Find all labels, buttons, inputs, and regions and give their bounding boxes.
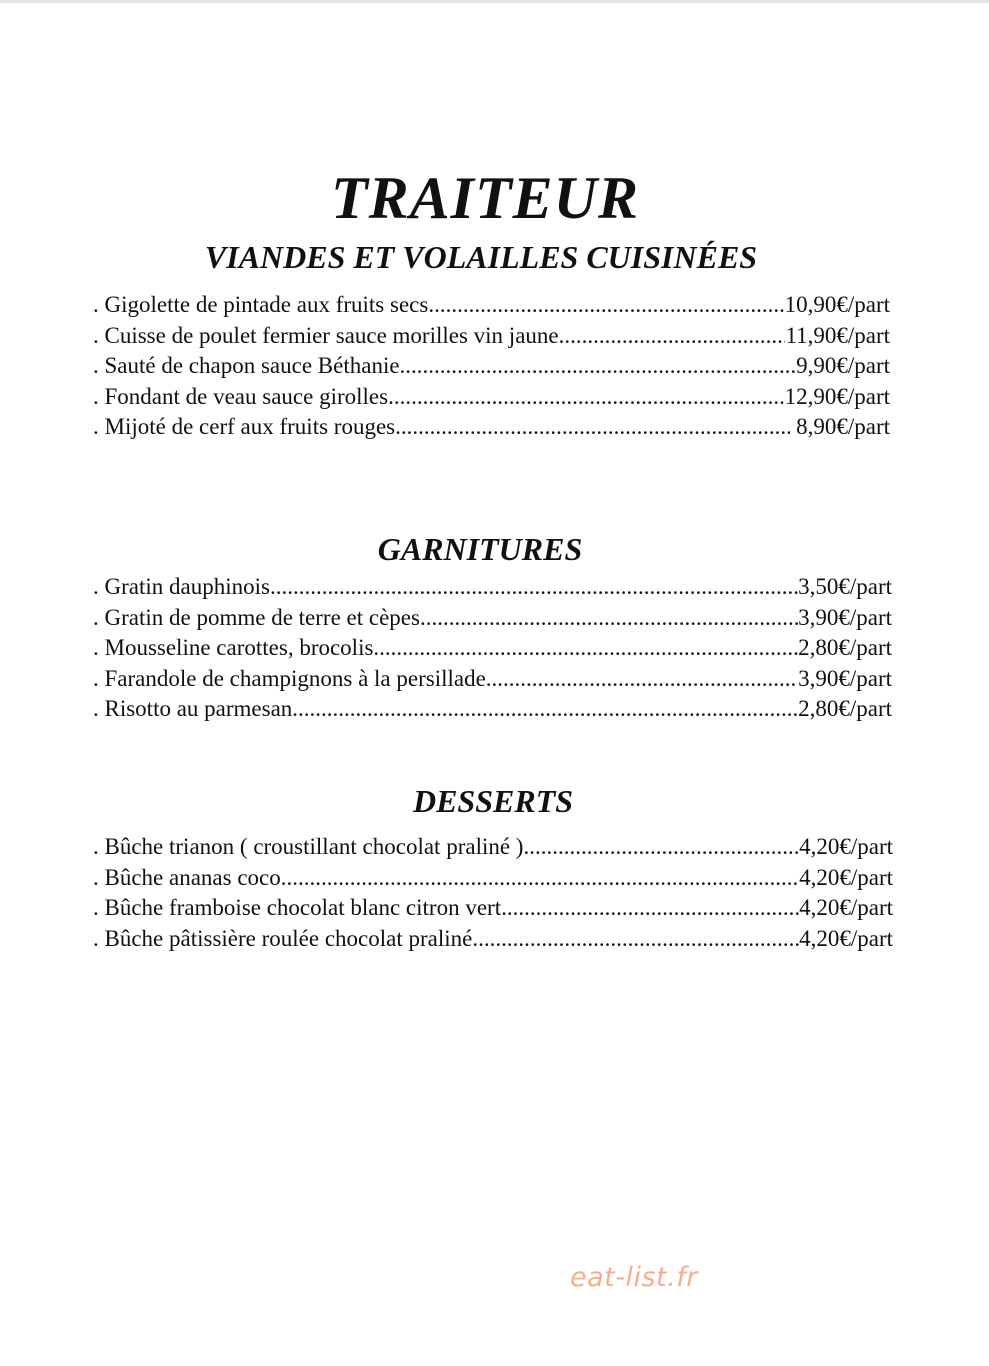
item-price: 9,90€/part: [796, 353, 890, 378]
dot-leader: [559, 321, 786, 352]
dot-leader: [420, 603, 798, 634]
menu-item: [93, 351, 890, 382]
menu-item: [93, 924, 893, 955]
item-price: 3,90€/part: [798, 665, 892, 691]
menu-item: [93, 572, 892, 603]
item-name: . Sauté de chapon sauce Béthanie: [93, 353, 400, 378]
dot-leader: [373, 633, 798, 664]
menu-item: [93, 863, 893, 894]
item-name: . Gratin de pomme de terre et cèpes: [93, 604, 420, 630]
menu-item: [93, 290, 890, 321]
menu-item: [93, 664, 892, 695]
desserts-list: [93, 832, 893, 954]
dot-leader: [472, 924, 799, 955]
menu-item: [93, 832, 893, 863]
dot-leader: [428, 290, 784, 321]
dot-leader: [292, 694, 798, 725]
menu-item: [93, 694, 892, 725]
menu-item: [93, 382, 890, 413]
item-name: . Bûche pâtissière roulée chocolat praliné: [93, 925, 473, 951]
item-price: 4,20€/part: [799, 925, 893, 951]
garnitures-list: [93, 572, 892, 725]
item-price: 11,90€/part: [785, 322, 890, 348]
item-price: 10,90€/part: [784, 292, 890, 317]
menu-item: [93, 633, 892, 664]
item-name: . Mousseline carottes, brocolis: [93, 635, 374, 660]
dot-leader: [270, 572, 798, 603]
item-name: . Risotto au parmesan: [93, 696, 293, 721]
item-name: . Bûche framboise chocolat blanc citron vert: [93, 895, 502, 920]
item-name: . Fondant de veau sauce girolles: [93, 383, 389, 409]
item-price: 3,50€/part: [798, 574, 892, 599]
item-price: 4,20€/part: [799, 834, 893, 859]
item-name: . Gratin dauphinois: [93, 574, 270, 599]
item-name: . Gigolette de pintade aux fruits secs: [93, 292, 429, 317]
dot-leader: [400, 351, 797, 382]
item-name: . Bûche ananas coco: [93, 864, 281, 890]
dot-leader: [395, 412, 790, 443]
item-name: . Mijoté de cerf aux fruits rouges: [93, 414, 396, 439]
site-watermark: eat-list.fr: [570, 1262, 698, 1293]
dot-leader: [501, 893, 799, 924]
menu-item: [93, 321, 890, 352]
top-border: [0, 0, 989, 3]
section-heading-viandes: VIANDES ET VOLAILLES CUISINÉES: [204, 238, 758, 275]
item-price: 4,20€/part: [799, 864, 893, 890]
section-heading-garnitures: GARNITURES: [377, 530, 583, 567]
item-price: 2,80€/part: [798, 696, 892, 721]
menu-title: TRAITEUR: [330, 165, 640, 232]
menu-item: [93, 603, 892, 634]
menu-item: [93, 893, 893, 924]
dot-leader: [388, 382, 785, 413]
dot-leader: [523, 832, 799, 863]
item-name: . Bûche trianon ( croustillant chocolat praliné ): [93, 834, 524, 859]
dot-leader: [281, 863, 799, 894]
item-name: . Farandole de champignons à la persillade: [93, 665, 486, 691]
item-price: 3,90€/part: [798, 604, 892, 630]
item-price: 12,90€/part: [784, 383, 890, 409]
dot-leader: [486, 664, 798, 695]
section-heading-desserts: DESSERTS: [412, 782, 574, 819]
item-name: . Cuisse de poulet fermier sauce morilles vin jaune: [93, 322, 559, 348]
viandes-list: [93, 290, 890, 443]
item-price: 8,90€/part: [790, 414, 890, 439]
item-price: 2,80€/part: [798, 635, 892, 660]
item-price: 4,20€/part: [799, 895, 893, 920]
menu-item: [93, 412, 890, 443]
